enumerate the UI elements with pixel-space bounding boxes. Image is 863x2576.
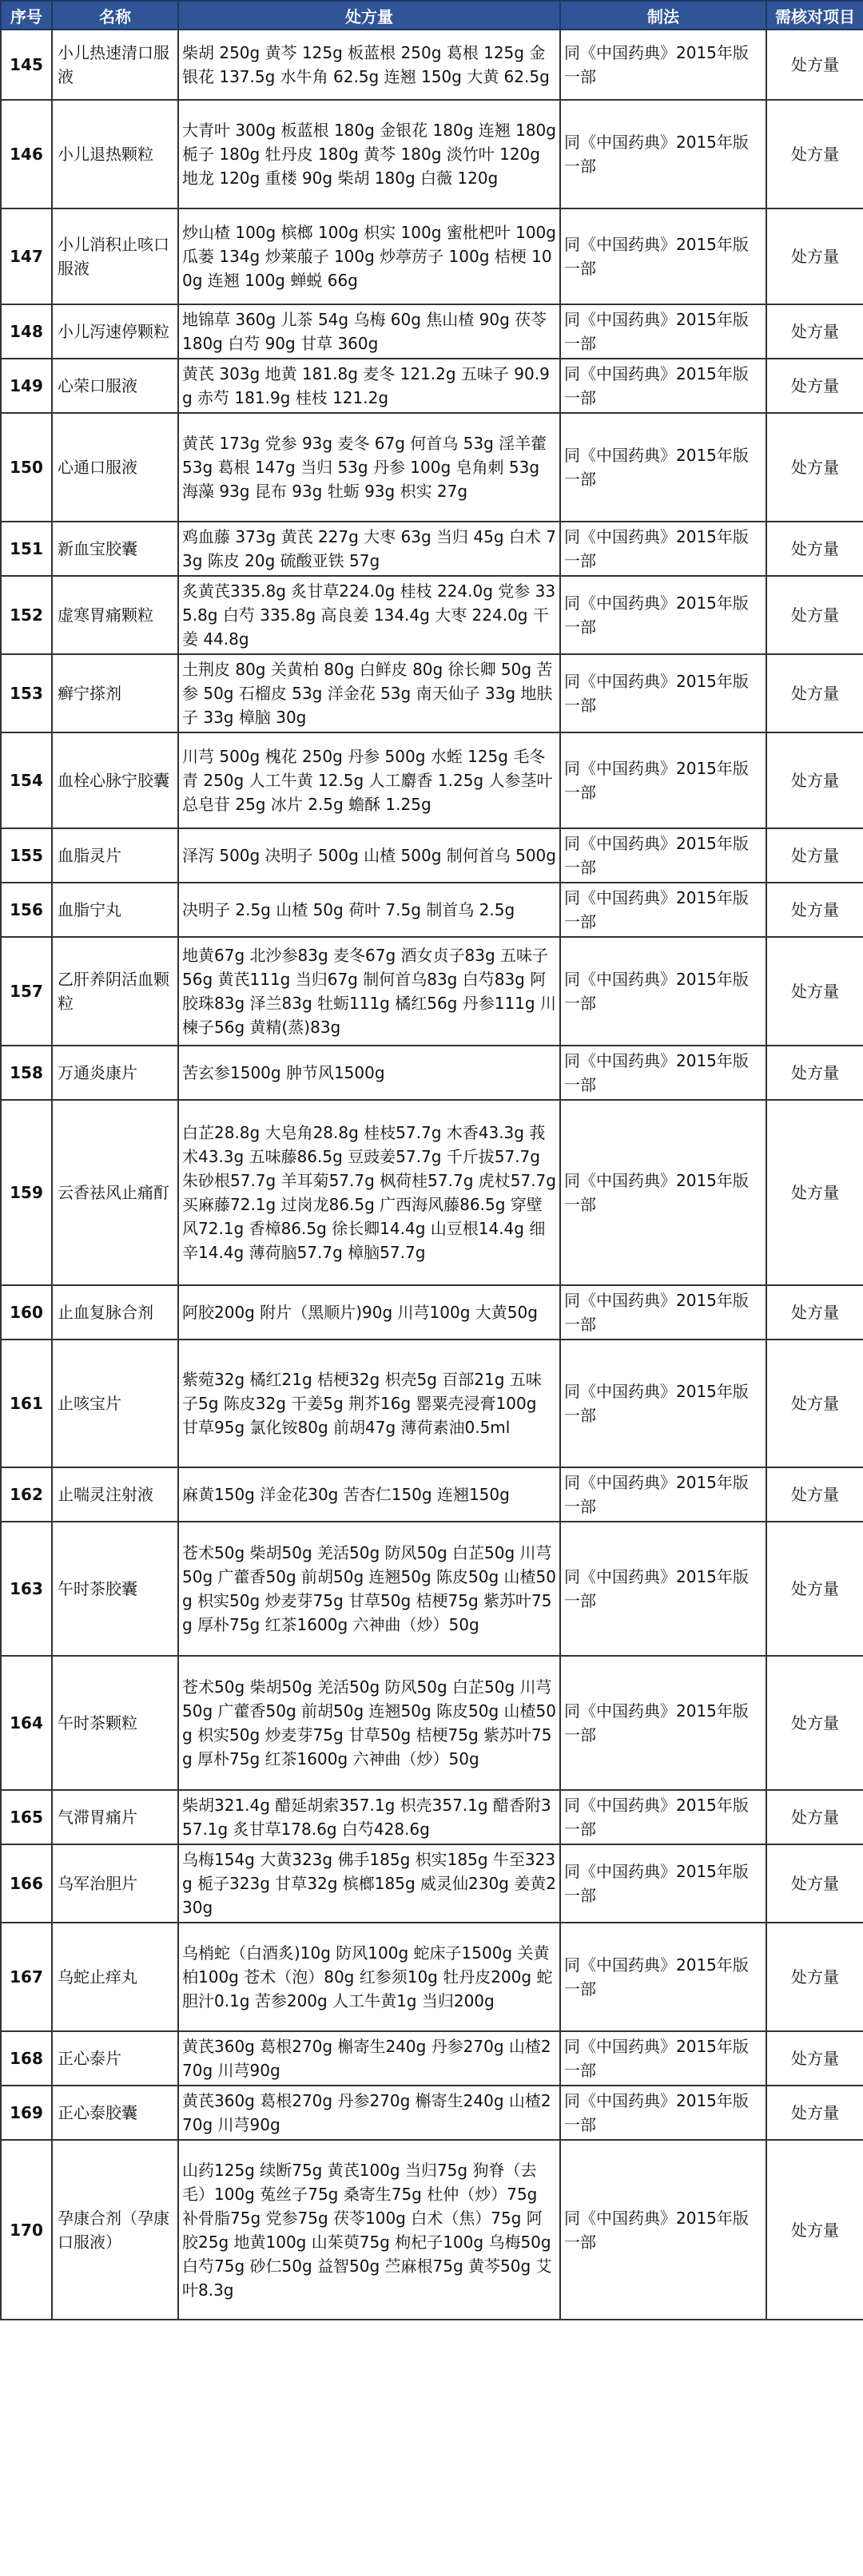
preparation-method: 同《中国药典》2015年版一部: [560, 1844, 766, 1923]
table-row: [1, 100, 863, 208]
table-row: [1, 359, 863, 413]
check-item: 处方量: [766, 1522, 863, 1656]
formula-quantity: 地锦草 360g 儿茶 54g 乌梅 60g 焦山楂 90g 茯苓 180g 白芍 90g 甘草 360g: [178, 304, 560, 359]
check-item: 处方量: [766, 1467, 863, 1522]
table-row: [1, 522, 863, 576]
table-row: [1, 576, 863, 654]
preparation-method: 同《中国药典》2015年版一部: [560, 1285, 766, 1340]
preparation-method: 同《中国药典》2015年版一部: [560, 937, 766, 1046]
preparation-method: 同《中国药典》2015年版一部: [560, 1522, 766, 1656]
medicine-name: 止咳宝片: [52, 1340, 178, 1467]
formula-quantity: 泽泻 500g 决明子 500g 山楂 500g 制何首乌 500g: [178, 828, 560, 883]
preparation-method: 同《中国药典》2015年版一部: [560, 1467, 766, 1522]
medicine-name: 癣宁搽剂: [52, 654, 178, 732]
medicine-name: 午时茶颗粒: [52, 1656, 178, 1790]
medicine-name: 心通口服液: [52, 413, 178, 522]
table-row: [1, 208, 863, 304]
check-item: 处方量: [766, 208, 863, 304]
formula-quantity: 阿胶200g 附片（黑顺片)90g 川芎100g 大黄50g: [178, 1285, 560, 1340]
row-index: 157: [1, 937, 52, 1046]
medicine-name: 孕康合剂（孕康口服液）: [52, 2140, 178, 2320]
table-row: [1, 413, 863, 522]
medicine-name: 止喘灵注射液: [52, 1467, 178, 1522]
medicine-name: 乌军治胆片: [52, 1844, 178, 1923]
header-method: 制法: [560, 1, 766, 30]
table-row: [1, 2140, 863, 2320]
medicine-name: 血栓心脉宁胶囊: [52, 732, 178, 828]
preparation-method: 同《中国药典》2015年版一部: [560, 100, 766, 208]
check-item: 处方量: [766, 732, 863, 828]
formula-quantity: 紫菀32g 橘红21g 桔梗32g 枳壳5g 百部21g 五味子5g 陈皮32g 干姜5g 荆芥16g 罂粟壳浸膏100g 甘草95g 氯化铵80g 前胡47g 薄荷素油0.5ml: [178, 1340, 560, 1467]
table-row: [1, 732, 863, 828]
row-index: 158: [1, 1046, 52, 1100]
row-index: 148: [1, 304, 52, 359]
table-row: [1, 304, 863, 359]
formula-quantity: 黄芪360g 葛根270g 丹参270g 槲寄生240g 山楂270g 川芎90g: [178, 2086, 560, 2140]
check-item: 处方量: [766, 1285, 863, 1340]
header-check-item: 需核对项目: [766, 1, 863, 30]
preparation-method: 同《中国药典》2015年版一部: [560, 1100, 766, 1285]
table-row: [1, 1790, 863, 1844]
preparation-method: 同《中国药典》2015年版一部: [560, 522, 766, 576]
check-item: 处方量: [766, 2031, 863, 2086]
medicine-name: 小儿退热颗粒: [52, 100, 178, 208]
check-item: 处方量: [766, 304, 863, 359]
preparation-method: 同《中国药典》2015年版一部: [560, 828, 766, 883]
table-row: [1, 1844, 863, 1923]
medicine-name: 虚寒胃痛颗粒: [52, 576, 178, 654]
check-item: 处方量: [766, 1100, 863, 1285]
formula-quantity: 土荆皮 80g 关黄柏 80g 白鲜皮 80g 徐长卿 50g 苦参 50g 石榴皮 53g 洋金花 53g 南天仙子 33g 地肤子 33g 樟脑 30g: [178, 654, 560, 732]
medicine-name: 小儿热速清口服液: [52, 30, 178, 100]
medicine-name: 气滞胃痛片: [52, 1790, 178, 1844]
row-index: 166: [1, 1844, 52, 1923]
formula-quantity: 川芎 500g 槐花 250g 丹参 500g 水蛭 125g 毛冬青 250g 人工牛黄 12.5g 人工麝香 1.25g 人参茎叶总皂苷 25g 冰片 2.5g 蟾酥 1.25g: [178, 732, 560, 828]
medicine-name: 心荣口服液: [52, 359, 178, 413]
table-row: [1, 1522, 863, 1656]
row-index: 168: [1, 2031, 52, 2086]
header-index: 序号: [1, 1, 52, 30]
formula-quantity: 苍术50g 柴胡50g 羌活50g 防风50g 白芷50g 川芎50g 广藿香50g 前胡50g 连翘50g 陈皮50g 山楂50g 枳实50g 炒麦芽75g 甘草50g 桔梗75g 紫苏叶75g 厚朴75g 红茶1600g 六神曲（炒）50g: [178, 1656, 560, 1790]
formula-quantity: 黄芪 173g 党参 93g 麦冬 67g 何首乌 53g 淫羊藿 53g 葛根 147g 当归 53g 丹参 100g 皂角刺 53g 海藻 93g 昆布 93g 牡蛎 93g 枳实 27g: [178, 413, 560, 522]
table-row: [1, 1340, 863, 1467]
row-index: 162: [1, 1467, 52, 1522]
table-row: [1, 1923, 863, 2031]
medicine-name: 新血宝胶囊: [52, 522, 178, 576]
medicine-name: 乙肝养阴活血颗粒: [52, 937, 178, 1046]
formula-quantity: 地黄67g 北沙参83g 麦冬67g 酒女贞子83g 五味子56g 黄芪111g 当归67g 制何首乌83g 白芍83g 阿胶珠83g 泽兰83g 牡蛎111g 橘红56g 丹参111g 川楝子56g 黄精(蒸)83g: [178, 937, 560, 1046]
row-index: 156: [1, 883, 52, 937]
row-index: 169: [1, 2086, 52, 2140]
preparation-method: 同《中国药典》2015年版一部: [560, 1340, 766, 1467]
formula-quantity: 乌梅154g 大黄323g 佛手185g 枳实185g 牛至323g 栀子323g 甘草32g 槟榔185g 威灵仙230g 姜黄230g: [178, 1844, 560, 1923]
row-index: 145: [1, 30, 52, 100]
formula-quantity: 白芷28.8g 大皂角28.8g 桂枝57.7g 木香43.3g 莪术43.3g 五味藤86.5g 豆豉姜57.7g 千斤拔57.7g 朱砂根57.7g 羊耳菊57.7g 枫荷桂57.7g 虎杖57.7g 买麻藤72.1g 过岗龙86.5g 广西海风藤86.5g 穿壁风72.1g 香樟86.5g 徐长卿14.4g 山豆根14.4g 细辛14.4g 薄荷脑57.7g 樟脑57.7g: [178, 1100, 560, 1285]
preparation-method: 同《中国药典》2015年版一部: [560, 2086, 766, 2140]
preparation-method: 同《中国药典》2015年版一部: [560, 1046, 766, 1100]
preparation-method: 同《中国药典》2015年版一部: [560, 1923, 766, 2031]
formula-quantity: 黄芪360g 葛根270g 槲寄生240g 丹参270g 山楂270g 川芎90g: [178, 2031, 560, 2086]
preparation-method: 同《中国药典》2015年版一部: [560, 1656, 766, 1790]
check-item: 处方量: [766, 1046, 863, 1100]
check-item: 处方量: [766, 1340, 863, 1467]
table-row: [1, 30, 863, 100]
formula-quantity: 乌梢蛇（白酒炙)10g 防风100g 蛇床子1500g 关黄柏100g 苍术（泡）80g 红参须10g 牡丹皮200g 蛇胆汁0.1g 苦参200g 人工牛黄1g 当归200g: [178, 1923, 560, 2031]
row-index: 149: [1, 359, 52, 413]
preparation-method: 同《中国药典》2015年版一部: [560, 208, 766, 304]
check-item: 处方量: [766, 883, 863, 937]
row-index: 147: [1, 208, 52, 304]
check-item: 处方量: [766, 1923, 863, 2031]
row-index: 170: [1, 2140, 52, 2320]
table-row: [1, 828, 863, 883]
formula-quantity: 柴胡 250g 黄芩 125g 板蓝根 250g 葛根 125g 金银花 137.5g 水牛角 62.5g 连翘 150g 大黄 62.5g: [178, 30, 560, 100]
row-index: 160: [1, 1285, 52, 1340]
table-row: [1, 937, 863, 1046]
preparation-method: 同《中国药典》2015年版一部: [560, 413, 766, 522]
table-row: [1, 654, 863, 732]
row-index: 165: [1, 1790, 52, 1844]
preparation-method: 同《中国药典》2015年版一部: [560, 2031, 766, 2086]
medicine-name: 小儿消积止咳口服液: [52, 208, 178, 304]
row-index: 163: [1, 1522, 52, 1656]
check-item: 处方量: [766, 522, 863, 576]
table-row: [1, 883, 863, 937]
row-index: 159: [1, 1100, 52, 1285]
check-item: 处方量: [766, 1790, 863, 1844]
row-index: 167: [1, 1923, 52, 2031]
row-index: 151: [1, 522, 52, 576]
medicine-name: 止血复脉合剂: [52, 1285, 178, 1340]
medicine-name: 正心泰胶囊: [52, 2086, 178, 2140]
formula-quantity: 麻黄150g 洋金花30g 苦杏仁150g 连翘150g: [178, 1467, 560, 1522]
header-formula: 处方量: [178, 1, 560, 30]
table-row: [1, 1100, 863, 1285]
check-item: 处方量: [766, 2086, 863, 2140]
formula-quantity: 山药125g 续断75g 黄芪100g 当归75g 狗脊（去毛）100g 菟丝子75g 桑寄生75g 杜仲（炒）75g 补骨脂75g 党参75g 茯苓100g 白术（焦）75g 阿胶25g 地黄100g 山茱萸75g 枸杞子100g 乌梅50g 白芍75g 砂仁50g 益智50g 苎麻根75g 黄芩50g 艾叶8.3g: [178, 2140, 560, 2320]
medicine-name: 血脂灵片: [52, 828, 178, 883]
row-index: 155: [1, 828, 52, 883]
row-index: 164: [1, 1656, 52, 1790]
formula-quantity: 炒山楂 100g 槟榔 100g 枳实 100g 蜜枇杷叶 100g 瓜蒌 134g 炒莱菔子 100g 炒葶苈子 100g 桔梗 100g 连翘 100g 蝉蜕 66g: [178, 208, 560, 304]
formula-quantity: 苦玄参1500g 肿节风1500g: [178, 1046, 560, 1100]
check-item: 处方量: [766, 413, 863, 522]
medicine-name: 午时茶胶囊: [52, 1522, 178, 1656]
check-item: 处方量: [766, 1844, 863, 1923]
check-item: 处方量: [766, 654, 863, 732]
check-item: 处方量: [766, 937, 863, 1046]
preparation-method: 同《中国药典》2015年版一部: [560, 1790, 766, 1844]
header-row: [1, 1, 863, 30]
table-header: [1, 1, 863, 30]
medicine-name: 血脂宁丸: [52, 883, 178, 937]
formula-quantity: 柴胡321.4g 醋延胡索357.1g 枳壳357.1g 醋香附357.1g 炙甘草178.6g 白芍428.6g: [178, 1790, 560, 1844]
preparation-method: 同《中国药典》2015年版一部: [560, 30, 766, 100]
check-item: 处方量: [766, 828, 863, 883]
check-item: 处方量: [766, 1656, 863, 1790]
formula-quantity: 黄芪 303g 地黄 181.8g 麦冬 121.2g 五味子 90.9g 赤芍 181.9g 桂枝 121.2g: [178, 359, 560, 413]
preparation-method: 同《中国药典》2015年版一部: [560, 732, 766, 828]
table-row: [1, 2031, 863, 2086]
row-index: 154: [1, 732, 52, 828]
row-index: 150: [1, 413, 52, 522]
header-name: 名称: [52, 1, 178, 30]
preparation-method: 同《中国药典》2015年版一部: [560, 2140, 766, 2320]
check-item: 处方量: [766, 30, 863, 100]
preparation-method: 同《中国药典》2015年版一部: [560, 576, 766, 654]
medicine-name: 乌蛇止痒丸: [52, 1923, 178, 2031]
table-body: [1, 30, 863, 2320]
row-index: 152: [1, 576, 52, 654]
medicine-name: 小儿泻速停颗粒: [52, 304, 178, 359]
check-item: 处方量: [766, 576, 863, 654]
medicine-name: 云香祛风止痛酊: [52, 1100, 178, 1285]
row-index: 153: [1, 654, 52, 732]
row-index: 161: [1, 1340, 52, 1467]
table-row: [1, 2086, 863, 2140]
formula-quantity: 决明子 2.5g 山楂 50g 荷叶 7.5g 制首乌 2.5g: [178, 883, 560, 937]
table-row: [1, 1467, 863, 1522]
check-item: 处方量: [766, 100, 863, 208]
check-item: 处方量: [766, 359, 863, 413]
medicine-name: 万通炎康片: [52, 1046, 178, 1100]
table-row: [1, 1285, 863, 1340]
preparation-method: 同《中国药典》2015年版一部: [560, 304, 766, 359]
medicine-name: 正心泰片: [52, 2031, 178, 2086]
formula-quantity: 大青叶 300g 板蓝根 180g 金银花 180g 连翘 180g 栀子 180g 牡丹皮 180g 黄芩 180g 淡竹叶 120g 地龙 120g 重楼 90g 柴胡 180g 白薇 120g: [178, 100, 560, 208]
formula-quantity: 炙黄芪335.8g 炙甘草224.0g 桂枝 224.0g 党参 335.8g 白芍 335.8g 高良姜 134.4g 大枣 224.0g 干姜 44.8g: [178, 576, 560, 654]
check-item: 处方量: [766, 2140, 863, 2320]
preparation-method: 同《中国药典》2015年版一部: [560, 654, 766, 732]
preparation-method: 同《中国药典》2015年版一部: [560, 359, 766, 413]
preparation-method: 同《中国药典》2015年版一部: [560, 883, 766, 937]
row-index: 146: [1, 100, 52, 208]
formula-quantity: 苍术50g 柴胡50g 羌活50g 防风50g 白芷50g 川芎50g 广藿香50g 前胡50g 连翘50g 陈皮50g 山楂50g 枳实50g 炒麦芽75g 甘草50g 桔梗75g 紫苏叶75g 厚朴75g 红茶1600g 六神曲（炒）50g: [178, 1522, 560, 1656]
formula-quantity: 鸡血藤 373g 黄芪 227g 大枣 63g 当归 45g 白术 73g 陈皮 20g 硫酸亚铁 57g: [178, 522, 560, 576]
table-row: [1, 1656, 863, 1790]
table-row: [1, 1046, 863, 1100]
